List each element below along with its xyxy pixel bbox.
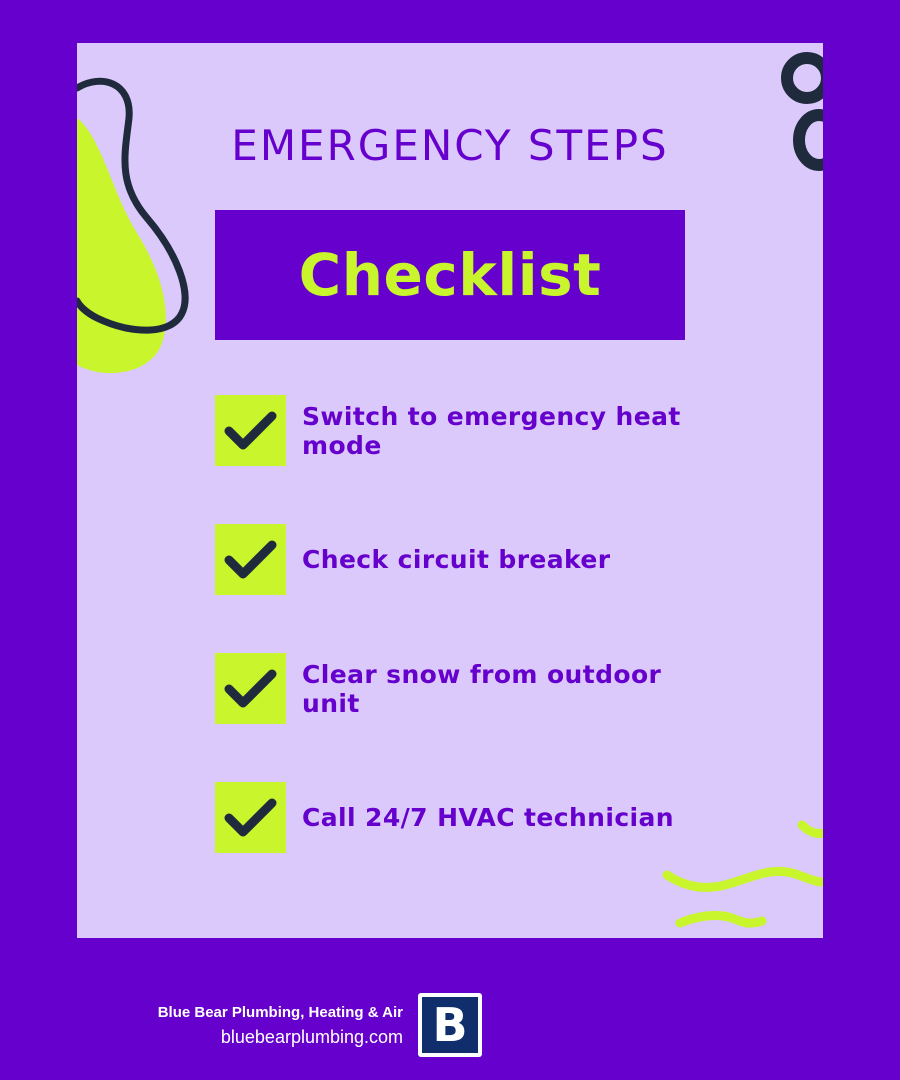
checklist-item-label: Call 24/7 HVAC technician <box>302 803 674 832</box>
checklist-item <box>215 653 695 725</box>
company-name: Blue Bear Plumbing, Heating & Air <box>157 1004 403 1021</box>
header-label: EMERGENCY STEPS <box>231 121 669 170</box>
website-link[interactable]: bluebearplumbing.com <box>220 1027 403 1047</box>
blue-bear-logo-icon <box>418 993 482 1057</box>
checkmark-icon <box>215 395 286 466</box>
logo-badge <box>422 997 478 1053</box>
checkmark-icon <box>215 524 286 595</box>
checkbox <box>215 395 286 466</box>
page-title: Checklist <box>298 241 602 309</box>
checkmark-icon <box>215 782 286 853</box>
checklist-item <box>215 524 695 596</box>
checkbox <box>215 524 286 595</box>
checklist-item <box>215 782 695 854</box>
checklist-card <box>77 43 823 938</box>
checkbox <box>215 782 286 853</box>
checklist-item-label: Switch to emergency heat mode <box>302 401 681 460</box>
footer <box>0 992 900 1058</box>
checkbox <box>215 653 286 724</box>
checklist-item <box>215 395 695 467</box>
title-banner <box>215 210 685 340</box>
checkmark-icon <box>215 653 286 724</box>
checklist-item-label: Check circuit breaker <box>302 545 611 574</box>
logo-letter: B <box>432 998 468 1052</box>
checklist-item-label: Clear snow from outdoor unit <box>302 659 662 718</box>
decorative-blob-left <box>77 43 217 403</box>
